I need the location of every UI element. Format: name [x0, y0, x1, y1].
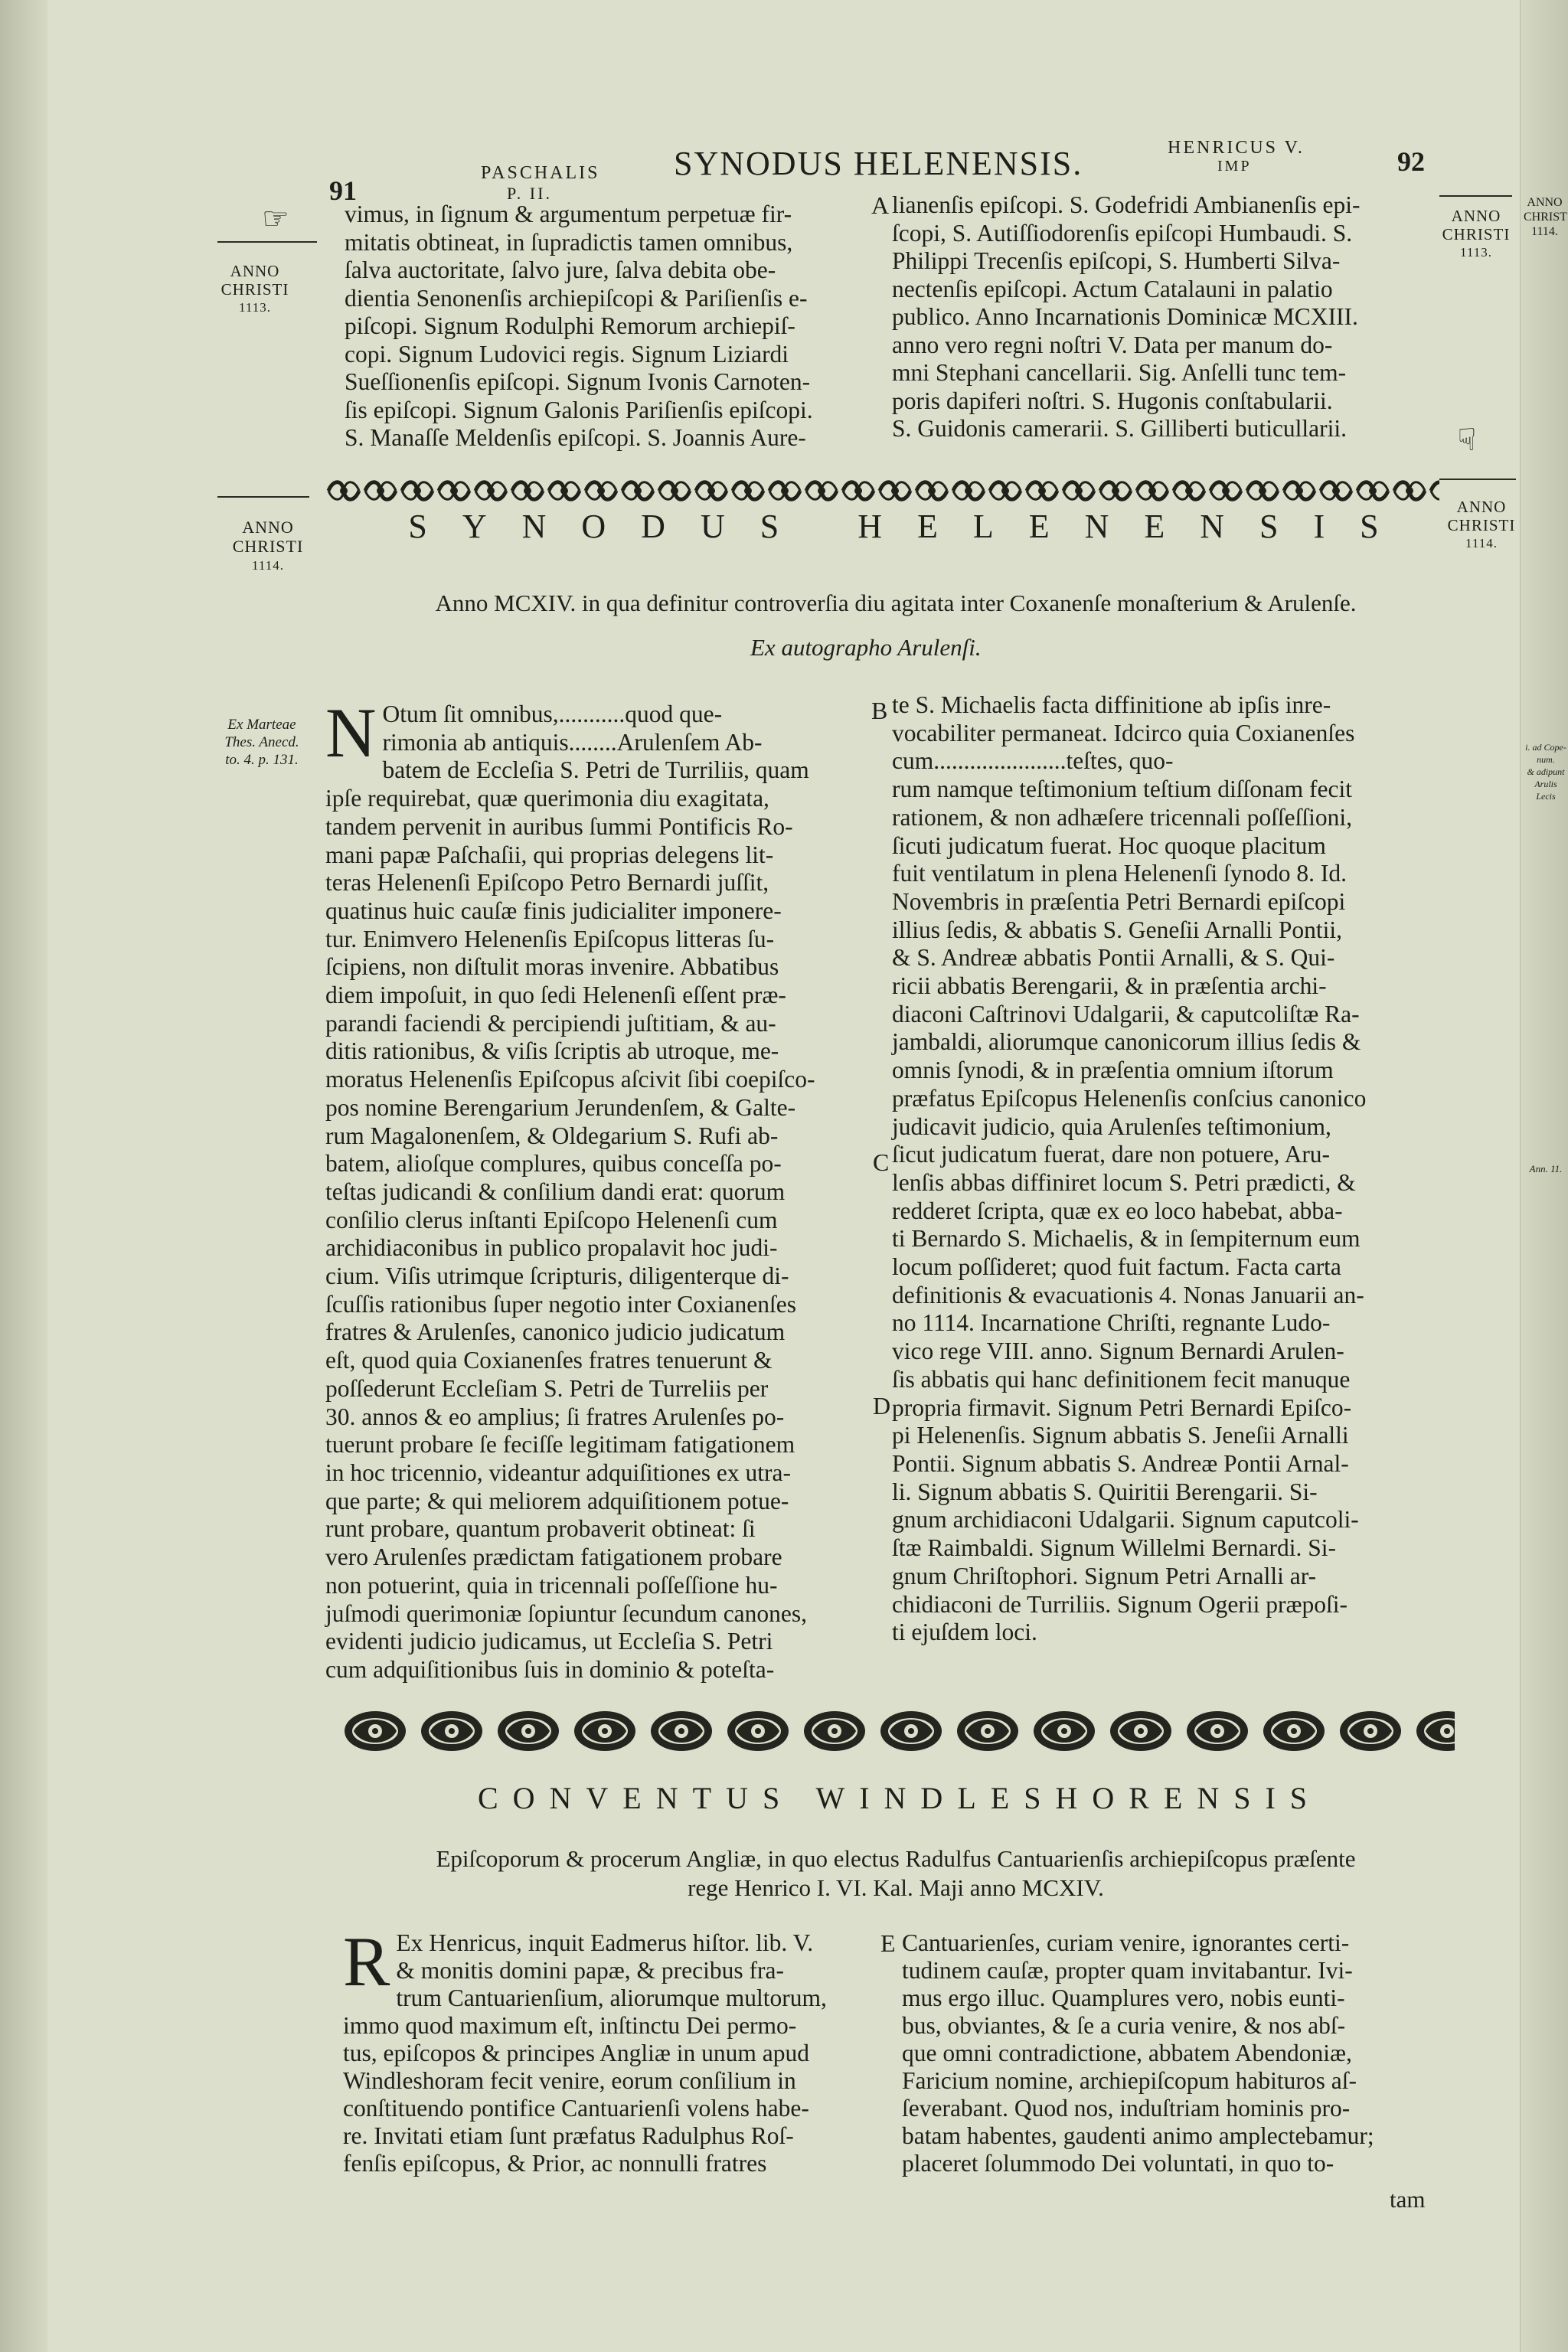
text-line: parandi faciendi & percipiendi juſtitiam, & au- [325, 1009, 776, 1037]
text-line: poris dapiferi noſtri. S. Hugonis conſtabularii. [892, 387, 1333, 414]
text-line: Faricium nomine, archiepiſcopum habituros aſ- [902, 2067, 1357, 2094]
left-running-sub: P. II. [507, 184, 552, 203]
text-line: Philippi Trecenſis epiſcopi, S. Humberti Silva- [892, 247, 1341, 274]
anno-christi-right-1113 [1438, 207, 1514, 262]
text-line: re. Invitati etiam ſunt præfatus Radulphus Roſ- [343, 2122, 794, 2149]
note-line: i. ad Cope- [1525, 742, 1566, 753]
text-line: quatinus huic cauſæ finis judicialiter imponere- [325, 897, 782, 924]
text-line: chidiaconi de Turriliis. Signum Ogerii præpoſi- [892, 1590, 1348, 1618]
conventus-title: CONVENTUS WINDLESHORENSIS [477, 1781, 1322, 1815]
text-line: ſtæ Raimbaldi. Signum Willelmi Bernardi. Si- [892, 1534, 1336, 1562]
text-line: vimus, in ſignum & argumentum perpetuæ fir- [345, 201, 792, 227]
text-line: eſt, quod quia Coxianenſes fratres tenuerunt & [325, 1347, 773, 1374]
text-line: li. Signum abbatis S. Quiritii Berengarii. Si- [892, 1478, 1318, 1505]
text-line: omnis ſynodi, & in præſentia omnium iſtorum [892, 1057, 1334, 1084]
text-line: rationem, & non adhæſere tricennali poſſeſſioni, [892, 803, 1352, 831]
text-line: placeret ſolummodo Dei voluntati, in quo to- [902, 2150, 1334, 2177]
drop-cap-n: N [325, 694, 377, 772]
text-line: tus, epiſcopos & principes Angliæ in unum apud [343, 2040, 809, 2066]
text-line: ſcipiens, non diſtulit moras invenire. Abbatibus [325, 953, 779, 981]
column-letter-c: C [873, 1148, 890, 1176]
text-line: S. Manaſſe Meldenſis epiſcopi. S. Joannis Aure- [345, 424, 806, 451]
text-line: fenſis epiſcopus, & Prior, ac nonnulli fratres [343, 2150, 767, 2177]
text-line: vico rege VIII. anno. Signum Bernardi Arulen- [892, 1338, 1344, 1365]
text-line: juſmodi querimoniæ ſopiuntur ſecundum canones, [325, 1599, 808, 1627]
right-running-sub: IMP [1217, 158, 1252, 175]
left-page-number: 91 [329, 175, 357, 206]
text-line: ſeverabant. Quod nos, induſtriam hominis pro- [902, 2095, 1351, 2122]
text-line: ſicut judicatum fuerat, dare non potuere, Aru- [892, 1141, 1331, 1168]
christi-label: CHRISTI [1442, 225, 1511, 243]
text-line: que parte; & qui meliorem adquiſitionem potue- [325, 1487, 789, 1514]
text-line: definitionis & evacuationis 4. Nonas Januarii an- [892, 1281, 1364, 1308]
text-line: tudinem cauſæ, propter quam invitabantur. Ivi- [902, 1957, 1353, 1984]
catchword: tam [1390, 2186, 1426, 2213]
text-line: locum poſſideret; quod fuit factum. Facta carta [892, 1253, 1341, 1281]
text-line: ſis abbatis qui hanc definitionem fecit manuque [892, 1365, 1351, 1393]
text-line: cum......................teſtes, quo- [892, 747, 1174, 775]
text-line: pos nomine Berengarium Jerundenſem, & Galte- [325, 1093, 796, 1121]
text-line: publico. Anno Incarnationis Dominicæ MCXIII. [892, 303, 1358, 330]
text-line: Pontii. Signum abbatis S. Andreæ Pontii Arnal- [892, 1449, 1349, 1477]
conventus-subtitle-line-2: rege Henrico I. VI. Kal. Maji anno MCXIV. [688, 1874, 1104, 1901]
text-line: ſcuſſis rationibus ſuper negotio inter Coxianenſes [325, 1290, 797, 1318]
text-line: redderet ſcripta, quæ ex eo loco habebat, abba- [892, 1197, 1343, 1224]
text-line: mni Stephani cancellarii. Sig. Anſelli tunc tem- [892, 359, 1347, 386]
text-line: piſcopi. Signum Rodulphi Remorum archiepiſ- [345, 312, 795, 339]
synodus-right-column [892, 691, 1447, 1647]
note-line: ANNO [1527, 196, 1563, 209]
edge-note-anno [1524, 195, 1566, 239]
text-line: non potuerint, quia in tricennali poſſeſſione hu- [325, 1571, 778, 1599]
edge-note-ann: Ann. 11. [1529, 1163, 1563, 1174]
anno-christi-left-1113 [205, 262, 305, 317]
text-line: batem de Eccleſia S. Petri de Turriliis, quam [382, 756, 809, 784]
text-line: ipſe requirebat, quæ querimonia diu exagitata, [325, 785, 769, 812]
margin-rule [217, 241, 317, 243]
text-line: anno vero regni noſtri V. Data per manum do- [892, 331, 1333, 358]
text-line: rum Magalonenſem, & Oldegarium S. Rufi ab- [325, 1122, 779, 1149]
text-line: ſis epiſcopi. Signum Galonis Pariſienſis epiſcopi. [345, 396, 813, 423]
ornament-band-top [325, 475, 1439, 507]
text-line: nectenſis epiſcopi. Actum Catalauni in palatio [892, 275, 1333, 302]
synodus-left-column [325, 694, 865, 1684]
text-line: in hoc tricennio, videantur adquiſitiones ex utra- [325, 1459, 791, 1486]
text-line: pi Helenenſis. Signum abbatis S. Jeneſii Arnalli [892, 1422, 1349, 1449]
text-line: rum namque teſtimonium teſtium diſſonam fecit [892, 776, 1353, 803]
note-line: & adipunt [1527, 766, 1565, 777]
text-line: præfatus Epiſcopus Helenenſis conſcius canonico [892, 1084, 1367, 1112]
column-letter-d: D [873, 1392, 891, 1419]
top-right-column [892, 191, 1443, 443]
text-line: dientia Senonenſis archiepiſcopi & Pariſienſis e- [345, 284, 808, 312]
text-line: 30. annos & eo amplius; ſi fratres Arulenſes po- [325, 1403, 785, 1430]
text-line: ti ejuſdem loci. [892, 1619, 1037, 1646]
right-page-number: 92 [1397, 146, 1425, 177]
note-line: Ex Marteae [227, 717, 296, 733]
margin-rule [217, 496, 309, 498]
anno-christi-left-1114 [218, 518, 318, 575]
note-line: Arulis Lecis [1534, 779, 1557, 802]
text-line: Novembris in præſentia Petri Bernardi epiſcopi [892, 887, 1346, 915]
margin-rule [1439, 195, 1512, 197]
text-line: ricii abbatis Berengarii, & in præſentia archi- [892, 972, 1327, 1000]
text-line: gnum Chriſtophori. Signum Petri Arnalli ar- [892, 1562, 1317, 1589]
note-line: num. [1537, 754, 1555, 765]
text-line: fuit ventilatum in plena Helenenſi ſynodo 8. Id. [892, 860, 1347, 887]
text-line: S. Guidonis camerarii. S. Gilliberti buticullarii. [892, 415, 1348, 442]
text-line: ti Bernardo S. Michaelis, & in ſempiternum eum [892, 1225, 1361, 1253]
christi-label: CHRISTI [220, 280, 289, 299]
conventus-left-column [343, 1922, 879, 2177]
text-line: ſcopi, S. Autiſſiodorenſis epiſcopi Humbaudi. S. [892, 219, 1353, 247]
text-line: ditis rationibus, & viſis ſcriptis ab utroque, me- [325, 1037, 779, 1065]
note-line: CHRIST [1524, 211, 1567, 224]
text-line: lianenſis epiſcopi. S. Godefridi Ambianenſis epi- [892, 191, 1361, 218]
text-line: ſicuti judicatum fuerat. Hoc quoque placitum [892, 831, 1326, 859]
page-title: SYNODUS HELENENSIS. [674, 145, 1083, 182]
text-line: gnum archidiaconi Udalgarii. Signum caputcoli- [892, 1506, 1359, 1534]
pointing-hand-icon: ☞ [262, 201, 289, 236]
text-line: fratres & Arulenſes, canonico judicio judicatum [325, 1318, 786, 1346]
text-line: Sueſſionenſis epiſcopi. Signum Ivonis Carnoten- [345, 368, 811, 395]
text-line: moratus Helenenſis Epiſcopus aſcivit ſibi coepiſco- [325, 1066, 815, 1093]
text-line: tur. Enimvero Helenenſis Epiſcopus litteras ſu- [325, 925, 775, 952]
year-label: 1114. [252, 558, 284, 573]
column-letter-a: A [871, 191, 890, 219]
text-line: conſtituendo pontifice Cantuarienſi volens habe- [343, 2095, 809, 2122]
synodus-source: Ex autographo Arulenſi. [750, 634, 982, 661]
text-line: diem impoſuit, in quo ſedi Helenenſi eſſent præ- [325, 982, 786, 1009]
text-line: teſtas judicandi & conſilium dandi erat: quorum [325, 1178, 786, 1205]
conventus-subtitle-line-1: Epiſcoporum & procerum Angliæ, in quo electus Radulfus Cantuarienſis archiepiſcopus præſente [436, 1845, 1356, 1872]
pointing-hand-icon: ☞ [1449, 425, 1485, 453]
christi-label: CHRISTI [232, 537, 304, 556]
conventus-right-column [902, 1929, 1449, 2177]
text-line: illius ſedis, & abbatis S. Geneſii Arnalli Pontii, [892, 916, 1342, 943]
column-letter-b: B [871, 697, 888, 724]
text-line: rimonia ab antiquis........Arulenſem Ab- [382, 728, 763, 756]
drop-cap-r: R [343, 1922, 390, 2001]
text-line: archidiaconibus in publico propalavit hoc judi- [325, 1234, 778, 1262]
text-line: Otum ſit omnibus,...........quod que- [382, 701, 723, 727]
left-running-head: PASCHALIS [481, 163, 600, 183]
text-line: bus, obviantes, & ſe a curia venire, & nos abſ- [902, 2012, 1346, 2039]
year-label: 1114. [1465, 536, 1498, 550]
text-line: ſalva auctoritate, ſalvo jure, ſalva debita obe- [345, 256, 776, 283]
text-line: mus ergo illuc. Quamplures vero, nobis eunti- [902, 1984, 1345, 2011]
text-line: propria firmavit. Signum Petri Bernardi Epiſco- [892, 1393, 1352, 1421]
text-line: que omni contradictione, abbatem Abendoniæ, [902, 2040, 1352, 2066]
text-line: cum adquiſitionibus ſuis in dominio & poteſta- [325, 1655, 775, 1683]
text-line: vocabiliter permaneat. Idcirco quia Coxianenſes [892, 719, 1355, 746]
margin-rule [1439, 479, 1516, 480]
text-line: tuerunt probare ſe feciſſe legitimam fatigationem [325, 1431, 795, 1459]
text-line: Windleshoram fecit venire, eorum conſilium in [343, 2067, 796, 2094]
text-line: cium. Viſis utrimque ſcripturis, diligenterque di- [325, 1263, 789, 1290]
binding-gutter [0, 0, 47, 2352]
anno-label: ANNO [1456, 498, 1507, 516]
synodus-title: SYNODUS HELENENSIS [408, 508, 1414, 545]
note-line: 1114. [1531, 225, 1558, 238]
source-margin-note [208, 716, 315, 769]
year-label: 1113. [1460, 245, 1492, 260]
text-line: mitatis obtineat, in ſupradictis tamen omnibus, [345, 228, 793, 256]
christi-label: CHRISTI [1447, 516, 1516, 534]
text-line: vero Arulenſes prædictam fatigationem probare [325, 1544, 782, 1571]
text-line: tandem pervenit in auribus ſummi Pontificis Ro- [325, 812, 793, 840]
note-line: to. 4. p. 131. [225, 752, 299, 768]
edge-note-text [1525, 741, 1566, 802]
anno-label: ANNO [1451, 207, 1501, 225]
text-line: immo quod maximum eſt, inſtinctu Dei permo- [343, 2012, 797, 2039]
text-line: Cantuarienſes, curiam venire, ignorantes certi- [902, 1929, 1350, 1956]
synodus-subtitle: Anno MCXIV. in qua definitur controverſia diu agitata inter Coxanenſe monaſterium & Arulenſe. [435, 590, 1357, 616]
text-line: jambaldi, aliorumque canonicorum illius ſedis & [892, 1028, 1361, 1056]
ornament-band-middle [337, 1704, 1455, 1759]
note-line: Thes. Anecd. [224, 734, 299, 750]
anno-label: ANNO [230, 262, 280, 280]
text-line: lenſis abbas diffiniret locum S. Petri prædicti, & [892, 1168, 1356, 1196]
text-line: no 1114. Incarnatione Chriſti, regnante Ludo- [892, 1309, 1331, 1337]
text-line: copi. Signum Ludovici regis. Signum Liziardi [345, 340, 789, 368]
text-line: batam habentes, gaudenti animo amplectebamur; [902, 2122, 1374, 2149]
text-line: mani papæ Paſchaſii, qui proprias delegens lit- [325, 841, 774, 868]
text-line: batem, alioſque complures, quibus conceſſa po- [325, 1150, 782, 1178]
anno-label: ANNO [242, 518, 294, 537]
text-line: te S. Michaelis facta diffinitione ab ipſis inre- [892, 691, 1331, 718]
text-line: diaconi Caſtrinovi Udalgarii, & caputcoliſtæ Ra- [892, 1000, 1360, 1027]
text-line: & S. Andreæ abbatis Pontii Arnalli, & S. Qui- [892, 944, 1335, 972]
text-line: teras Helenenſi Epiſcopo Petro Bernardi juſſit, [325, 869, 769, 897]
right-running-head: HENRICUS V. [1168, 138, 1305, 158]
text-line: & monitis domini papæ, & precibus fra- [396, 1957, 784, 1984]
year-label: 1113. [239, 300, 271, 315]
text-line: judicavit judicio, quia Arulenſes teſtimonium, [892, 1112, 1331, 1140]
text-line: conſilio clerus inſtanti Epiſcopo Helenenſi cum [325, 1206, 778, 1233]
text-line: Ex Henricus, inquit Eadmerus hiſtor. lib. V. [396, 1929, 814, 1956]
top-left-column [345, 201, 865, 452]
text-line: poſſederunt Eccleſiam S. Petri de Turreliis per [325, 1374, 769, 1402]
text-line: runt probare, quantum probaverit obtineat: ſi [325, 1515, 756, 1543]
column-letter-e: E [880, 1929, 896, 1957]
text-line: trum Cantuarienſium, aliorumque multorum, [396, 1984, 827, 2011]
text-line: evidenti judicio judicamus, ut Eccleſia S. Petri [325, 1628, 773, 1655]
